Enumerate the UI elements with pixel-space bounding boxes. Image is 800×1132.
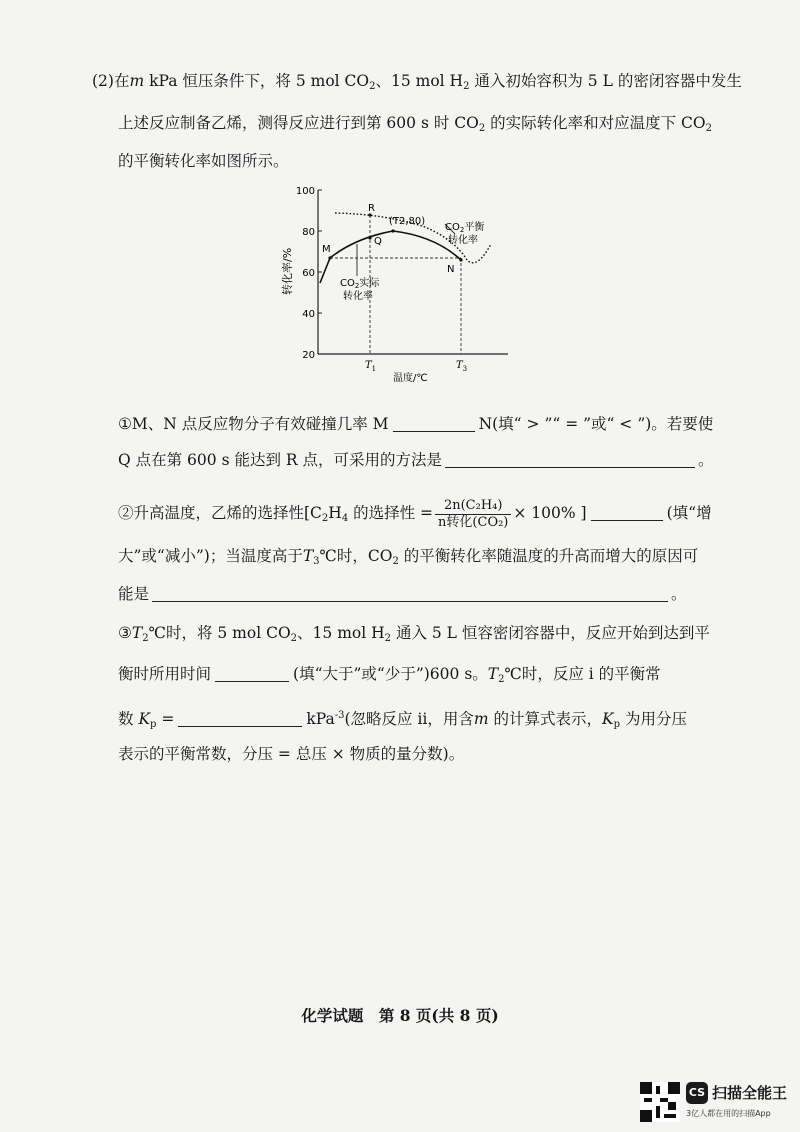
q2-text: 。: [671, 585, 687, 603]
q3-line-3: [118, 705, 687, 736]
var-T: T: [131, 624, 143, 642]
label-R: R: [368, 203, 375, 214]
point-N: [459, 258, 462, 261]
subscript: 2: [142, 633, 149, 644]
point-Q: [368, 236, 371, 239]
q2-text: H: [328, 504, 342, 522]
page-footer: 化学试题 第 8 页(共 8 页): [301, 1006, 499, 1025]
subscript: 2: [498, 674, 505, 685]
intro-text: 在: [113, 72, 130, 90]
q3-text: =: [156, 710, 175, 728]
q1-text: N(填“ > ”“ = ”或“ < ”)。若要使: [478, 415, 714, 433]
q2-text: 能是: [118, 585, 150, 603]
q2-text: (填“增: [666, 504, 712, 522]
intro-text: 上述反应制备乙烯，测得反应进行到第 600 s 时 CO: [118, 114, 479, 132]
intro-text: 通入初始容积为 5 L 的密闭容器中发生: [469, 72, 742, 90]
intro-text: 的平衡转化率如图所示。: [118, 152, 289, 170]
q3-text: 表示的平衡常数，分压 = 总压 × 物质的量分数)。: [118, 745, 465, 763]
label-M: M: [322, 244, 331, 255]
subscript: 2: [290, 633, 298, 644]
q1-text: ①M、N 点反应物分子有效碰撞几率 M: [118, 415, 389, 433]
subscript: p: [613, 719, 621, 730]
intro-text: 的实际转化率和对应温度下 CO: [485, 114, 706, 132]
q2-text: 大”或“减小”)；当温度高于: [118, 547, 303, 565]
series-label-actual-2: 转化率: [343, 291, 373, 302]
y-tick-label: 100: [295, 186, 315, 197]
camscanner-name: 扫描全能王: [712, 1084, 788, 1102]
fraction-denominator: n转化(CO₂): [438, 514, 509, 530]
var-K: K: [138, 710, 151, 728]
q3-text: ℃时，反应 ⅰ 的平衡常: [504, 665, 661, 683]
camscanner-logo-icon: CS: [686, 1082, 708, 1104]
answer-blank-q3-kp[interactable]: [178, 710, 302, 727]
answer-blank-q1-compare[interactable]: [393, 415, 475, 432]
q2-line-3: [118, 583, 687, 605]
q1-line-2: [118, 449, 714, 471]
intro-line-2: [118, 112, 712, 140]
q3-text: 、15 mol H: [297, 624, 385, 642]
subscript: 2: [369, 81, 376, 92]
camscanner-tagline: 3亿人都在用的扫描App: [686, 1109, 771, 1118]
intro-line-1: [92, 70, 742, 98]
intro-line-3: [118, 150, 289, 172]
series-label-actual: $CO_2$实际: [340, 278, 380, 290]
qr-code-icon: [640, 1082, 680, 1122]
answer-blank-q2-trend[interactable]: [591, 504, 663, 521]
q3-text: kPa: [306, 710, 335, 728]
q1-text: Q 点在第 600 s 能达到 R 点，可采用的方法是: [118, 451, 442, 469]
q3-text: 的计算式表示，: [488, 710, 603, 728]
q2-text: 的平衡转化率随温度的升高而增大的原因可: [398, 547, 699, 565]
subscript: p: [150, 719, 157, 730]
intro-text: 、15 mol H: [375, 72, 464, 90]
x-tick-T1: $T_1$: [365, 360, 377, 373]
superscript: -3: [334, 710, 345, 721]
q3-text: (忽略反应 ⅱ，用含: [344, 710, 474, 728]
q3-text: 为用分压: [620, 710, 687, 728]
q3-line-1: [118, 622, 710, 650]
x-axis-label: 温度/℃: [393, 373, 428, 384]
subscript: 2: [478, 123, 486, 134]
q1-text: 。: [697, 451, 714, 469]
point-M: [328, 256, 331, 259]
q2-text: ℃时，CO: [319, 547, 393, 565]
y-tick-label: 60: [302, 268, 315, 279]
x-tick-T3: $T_3$: [456, 360, 468, 373]
answer-blank-q1-method[interactable]: [445, 451, 695, 468]
var-m: m: [129, 72, 145, 90]
subscript: 3: [313, 556, 320, 567]
var-T: T: [487, 665, 499, 683]
series-label-equilibrium-2: 转化率: [448, 235, 478, 246]
subscript: 2: [321, 513, 329, 524]
q3-text: 通入 5 L 恒容密闭容器中，反应开始到达到平: [391, 624, 710, 642]
q3-line-4: [118, 743, 464, 765]
q2-line-2: [118, 545, 698, 573]
q3-text: (填“大于”或“少于”)600 s。: [293, 665, 488, 683]
q3-text: ℃时，将 5 mol CO: [148, 624, 291, 642]
subscript: 2: [705, 123, 712, 134]
subscript: 2: [384, 633, 392, 644]
y-tick-label: 80: [302, 227, 315, 238]
fraction-numerator: 2n(C₂H₄): [435, 498, 511, 515]
label-Q: Q: [374, 236, 382, 247]
actual-conversion-curve: [320, 231, 461, 283]
q3-text: 衡时所用时间: [118, 665, 212, 683]
subscript: 2: [392, 556, 399, 567]
q3-text: 数: [118, 710, 134, 728]
subscript: 4: [341, 513, 349, 524]
label-N: N: [447, 264, 455, 275]
q3-line-2: [118, 663, 661, 691]
series-label-equilibrium: $CO_2$平衡: [445, 222, 485, 234]
var-m: m: [473, 710, 489, 728]
conversion-chart: [275, 180, 515, 385]
q2-line-1: [118, 495, 712, 537]
q2-text: × 100% ]: [513, 504, 587, 522]
answer-blank-q2-reason[interactable]: [152, 585, 668, 602]
q2-text: 的选择性 =: [348, 504, 434, 522]
y-tick-label: 40: [302, 309, 315, 320]
y-axis-label: 转化率/%: [281, 247, 294, 295]
point-T2: [391, 229, 394, 232]
q1-line-1: [118, 413, 713, 435]
annotation-T2-80: (T2,80): [389, 216, 426, 227]
intro-text: kPa 恒压条件下，将 5 mol CO: [144, 72, 370, 90]
var-K: K: [602, 710, 614, 728]
var-T: T: [302, 547, 314, 565]
y-tick-label: 20: [302, 350, 315, 361]
q2-text: ②升高温度，乙烯的选择性[C: [118, 504, 322, 522]
q3-text: ③: [118, 624, 132, 642]
selectivity-fraction: [435, 498, 511, 531]
answer-blank-q3-time[interactable]: [215, 665, 289, 682]
part-label: (2): [92, 72, 114, 90]
subscript: 2: [463, 81, 470, 92]
